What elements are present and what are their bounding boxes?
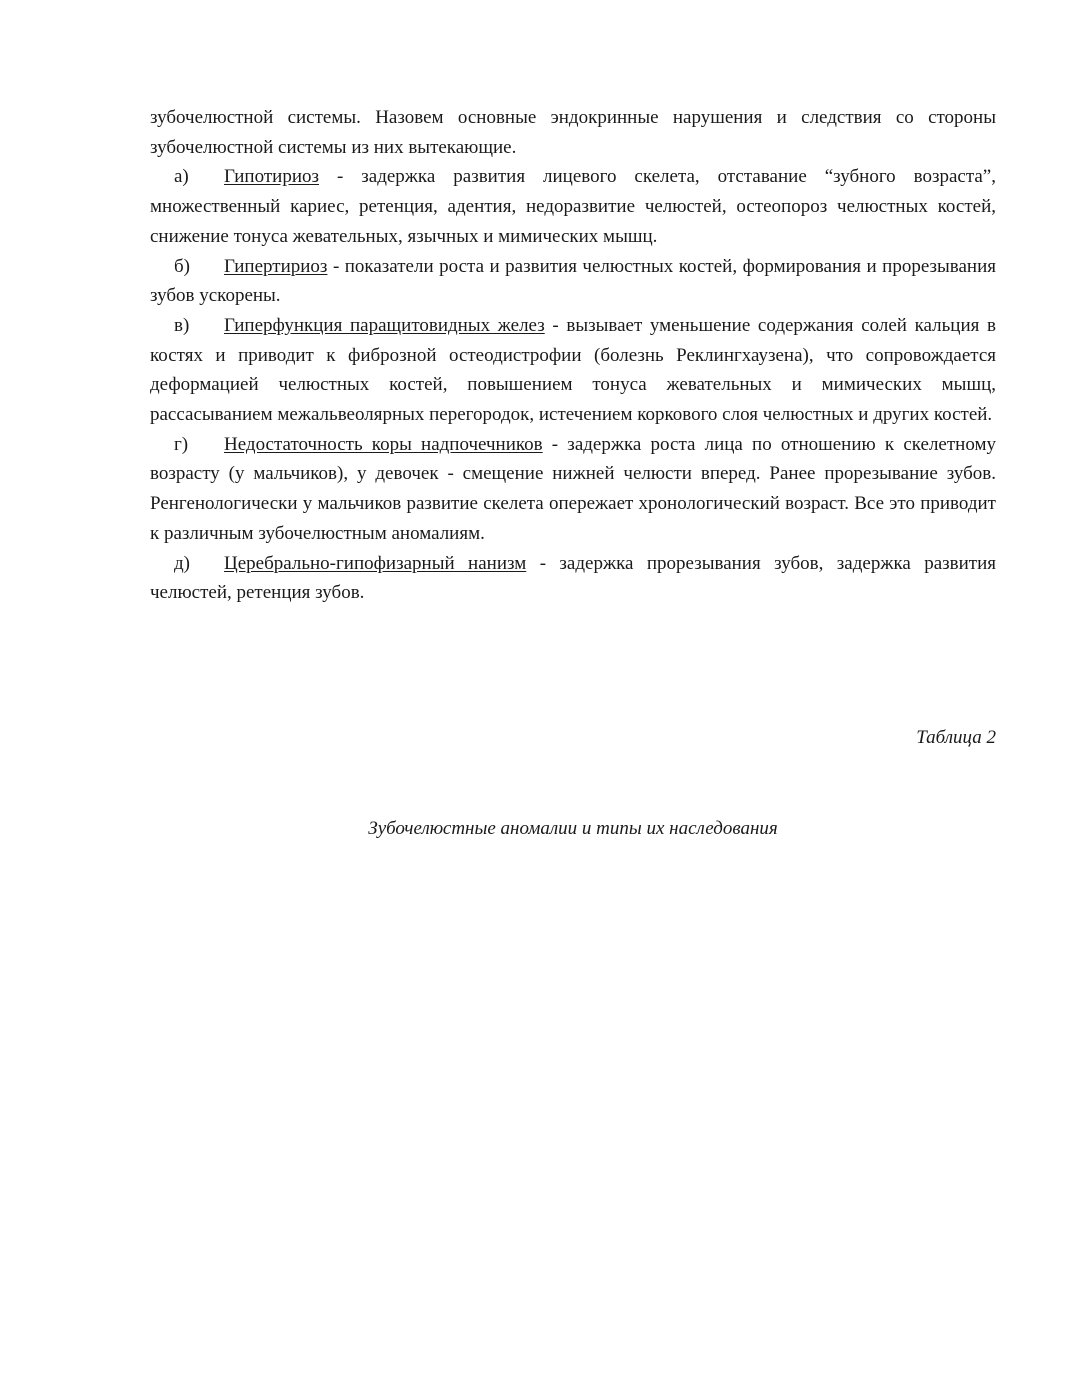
list-marker: б): [174, 255, 190, 277]
item-description: - задержка развития лицевого скелета, отставание “зубного возраста”, множественный кариес, ретенция, адентия, недоразвитие челюстей, остеопороз челюстных костей, снижение тонуса жевательных, язычных и мимических мышц.: [150, 166, 996, 247]
list-item-hyperparathyroidism: [150, 311, 996, 430]
list-item-adrenal-insufficiency: [150, 430, 996, 549]
term-pituitary-nanism: Церебрально-гипофизарный нанизм: [224, 552, 527, 574]
item-description: - вызывает уменьшение содержания солей кальция в костях и приводит к фиброзной остеодистрофии (болезнь Реклингхаузена), что сопровождается деформацией челюстных костей, повышением тонуса жевательных и мимических мышц, рассасыванием межальвеолярных перегородок, истечением коркового слоя челюстных и других костей.: [150, 314, 996, 426]
term-hypothyroidism: Гипотириоз: [224, 166, 319, 188]
term-hyperthyroidism: Гипертириоз: [224, 255, 328, 277]
list-marker: г): [174, 433, 189, 455]
list-marker: в): [174, 314, 190, 336]
table-number-label: Таблица 2: [916, 727, 996, 748]
table-caption: Зубочелюстные аномалии и типы их наследования: [368, 818, 778, 839]
list-marker: а): [174, 166, 189, 188]
item-description: - задержка прорезывания зубов, задержка развития челюстей, ретенция зубов.: [150, 552, 997, 604]
list-marker: д): [174, 552, 190, 574]
item-description: - задержка роста лица по отношению к скелетному возрасту (у мальчиков), у девочек - смещение нижней челюсти вперед. Ранее прорезывание зубов. Ренгенологически у мальчиков развитие скелета опережает хронологический возраст. Все это приводит к различным зубочелюстным аномалиям.: [150, 433, 996, 544]
list-item-pituitary-nanism: [150, 549, 996, 608]
list-item-hypothyroidism: [150, 162, 996, 251]
list-item-hyperthyroidism: [150, 252, 996, 311]
term-hyperparathyroidism: Гиперфункция паращитовидных желез: [224, 314, 545, 336]
intro-paragraph: зубочелюстной системы. Назовем основные эндокринные нарушения и следствия со стороны зубочелюстной системы из них вытекающие.: [150, 107, 996, 158]
document-body: [150, 103, 996, 608]
item-description: - показатели роста и развития челюстных костей, формирования и прорезывания зубов ускорены.: [150, 255, 997, 307]
term-adrenal-insufficiency: Недостаточность коры надпочечников: [224, 433, 543, 455]
